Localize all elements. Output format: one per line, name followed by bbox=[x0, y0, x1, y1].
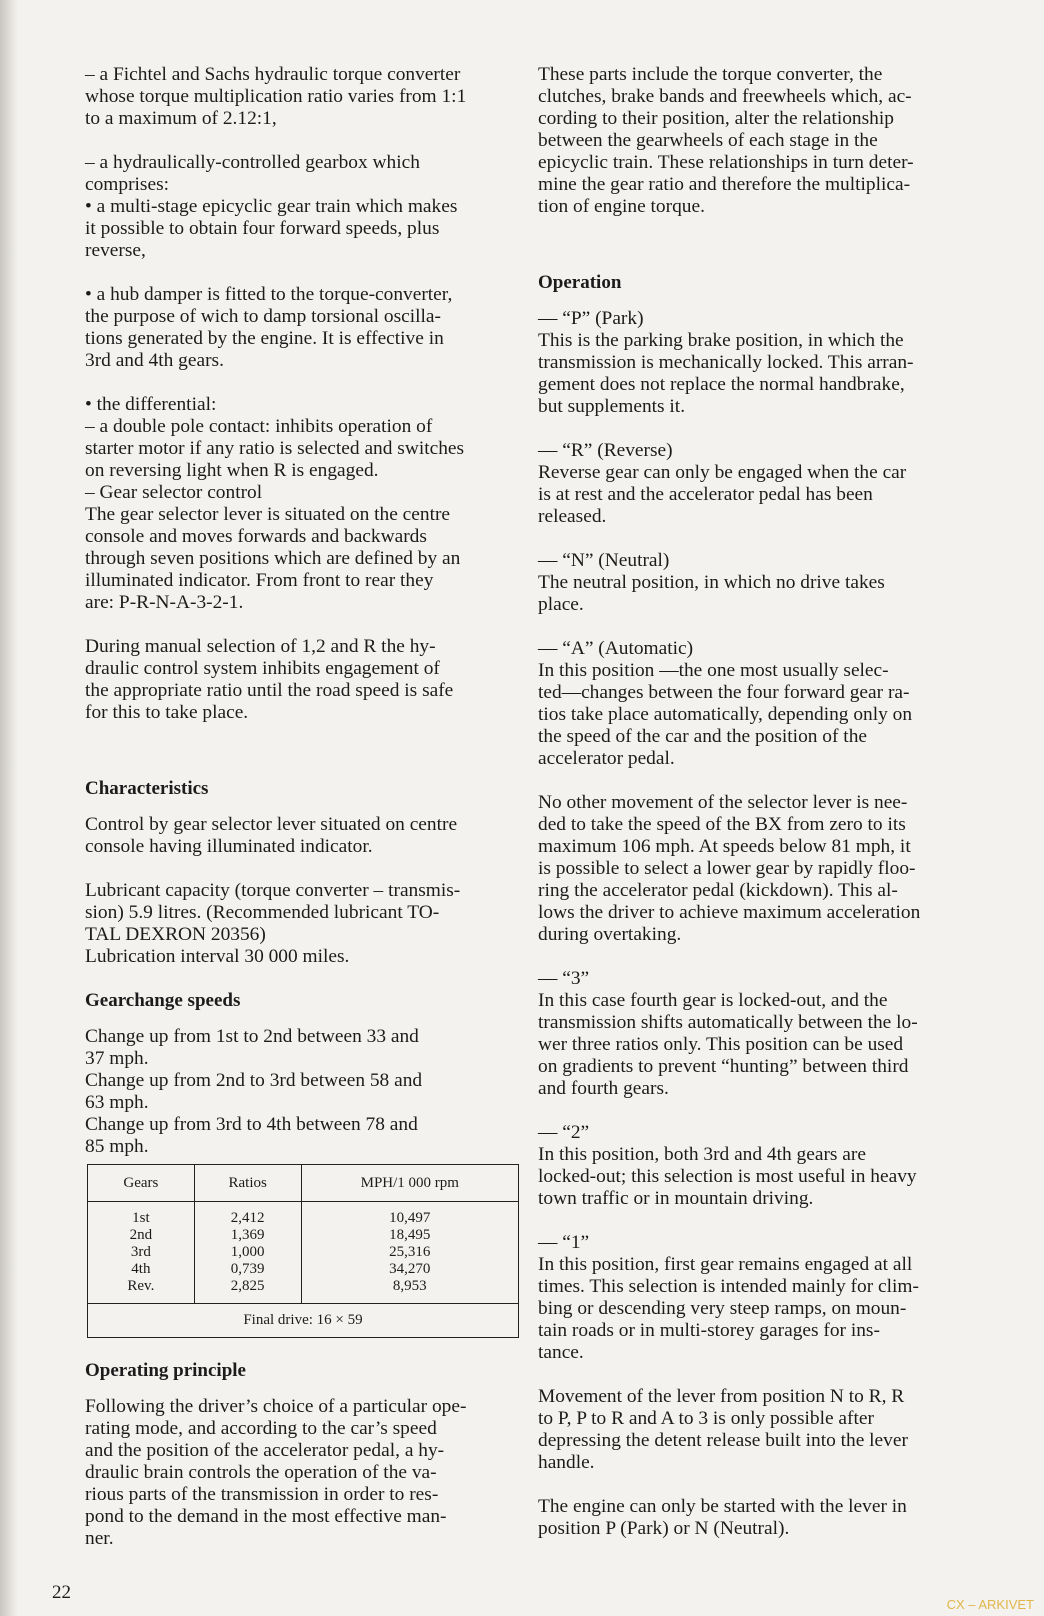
lever-movement-paragraph bbox=[538, 1386, 968, 1474]
text-line: mine the gear ratio and therefore the multiplica- bbox=[538, 174, 911, 195]
text-line: The neutral position, in which no drive takes bbox=[538, 572, 885, 593]
hub-damper-paragraph bbox=[85, 284, 515, 372]
table-body-row bbox=[88, 1202, 519, 1304]
left-column bbox=[85, 64, 515, 1550]
text-line: but supplements it. bbox=[538, 396, 686, 417]
ratios-cell bbox=[194, 1202, 301, 1304]
characteristics-heading: Characteristics bbox=[85, 778, 209, 799]
text-line: — “3” bbox=[538, 968, 590, 989]
text-line: to P, P to R and A to 3 is only possible after bbox=[538, 1408, 874, 1429]
control-paragraph bbox=[85, 814, 515, 858]
position-1-paragraph bbox=[538, 1232, 968, 1364]
watermark: CX – ARKIVET bbox=[946, 1597, 1034, 1612]
text-line: gement does not replace the normal handbrake, bbox=[538, 374, 905, 395]
text-line: 34,270 bbox=[389, 1261, 431, 1277]
engine-start-paragraph bbox=[538, 1496, 968, 1540]
torque-converter-paragraph bbox=[85, 64, 515, 130]
text-line: In this position, both 3rd and 4th gears are bbox=[538, 1144, 866, 1165]
text-line: ner. bbox=[85, 1528, 114, 1549]
table-header-ratios: Ratios bbox=[194, 1165, 301, 1202]
text-line: between the gearwheels of each stage in the bbox=[538, 130, 878, 151]
operating-principle-heading: Operating principle bbox=[85, 1360, 246, 1381]
text-line: tain roads or in multi-storey garages for ins- bbox=[538, 1320, 880, 1341]
text-line: — “1” bbox=[538, 1232, 590, 1253]
text-line: In this position, first gear remains engaged at all bbox=[538, 1254, 913, 1275]
manual-selection-paragraph bbox=[85, 636, 515, 724]
text-line: 85 mph. bbox=[85, 1136, 149, 1157]
park-paragraph bbox=[538, 308, 968, 418]
text-line: cording to their position, alter the relationship bbox=[538, 108, 894, 129]
text-line: – a double pole contact: inhibits operation of bbox=[85, 416, 433, 437]
text-line: TAL DEXRON 20356) bbox=[85, 924, 266, 945]
text-line: 1,369 bbox=[230, 1227, 265, 1243]
table-header-mph: MPH/1 000 rpm bbox=[301, 1165, 518, 1202]
text-line: tios take place automatically, depending only on bbox=[538, 704, 913, 725]
text-line: handle. bbox=[538, 1452, 595, 1473]
text-line: released. bbox=[538, 506, 607, 527]
position-3-paragraph bbox=[538, 968, 968, 1100]
text-line: 18,495 bbox=[389, 1227, 431, 1243]
text-line: 2,412 bbox=[230, 1210, 265, 1226]
text-line: No other movement of the selector lever is nee- bbox=[538, 792, 908, 813]
text-line: In this case fourth gear is locked-out, and the bbox=[538, 990, 888, 1011]
text-line: epicyclic train. These relationships in turn deter- bbox=[538, 152, 914, 173]
mph-cell bbox=[301, 1202, 518, 1304]
text-line: depressing the detent release built into the lever bbox=[538, 1430, 908, 1451]
position-2-paragraph bbox=[538, 1122, 968, 1210]
text-line: town traffic or in mountain driving. bbox=[538, 1188, 814, 1209]
text-line: Control by gear selector lever situated on centre bbox=[85, 814, 458, 835]
text-line: reverse, bbox=[85, 240, 146, 261]
text-line: — “P” (Park) bbox=[538, 308, 644, 329]
text-line: – a hydraulically-controlled gearbox which bbox=[85, 152, 420, 173]
text-line: Change up from 3rd to 4th between 78 and bbox=[85, 1114, 418, 1135]
text-line: — “N” (Neutral) bbox=[538, 550, 670, 571]
text-line: wer three ratios only. This position can be used bbox=[538, 1034, 904, 1055]
text-line: illuminated indicator. From front to rear they bbox=[85, 570, 434, 591]
text-line: ring the accelerator pedal (kickdown). This al- bbox=[538, 880, 898, 901]
text-line: 25,316 bbox=[389, 1244, 431, 1260]
operating-principle-paragraph bbox=[85, 1396, 515, 1550]
text-line: clutches, brake bands and freewheels which, ac- bbox=[538, 86, 912, 107]
text-line: sion) 5.9 litres. (Recommended lubricant TO- bbox=[85, 902, 440, 923]
text-line: bing or descending very steep ramps, on moun- bbox=[538, 1298, 907, 1319]
text-line: 1,000 bbox=[230, 1244, 265, 1260]
text-line: for this to take place. bbox=[85, 702, 249, 723]
text-line: it possible to obtain four forward speeds, plus bbox=[85, 218, 440, 239]
text-line: maximum 106 mph. At speeds below 81 mph, it bbox=[538, 836, 911, 857]
text-line: whose torque multiplication ratio varies from 1:1 bbox=[85, 86, 467, 107]
text-line: position P (Park) or N (Neutral). bbox=[538, 1518, 790, 1539]
gearbox-paragraph bbox=[85, 152, 515, 262]
text-line: – a Fichtel and Sachs hydraulic torque converter bbox=[85, 64, 461, 85]
text-line: the appropriate ratio until the road speed is safe bbox=[85, 680, 454, 701]
lubricant-paragraph bbox=[85, 880, 515, 968]
neutral-paragraph bbox=[538, 550, 968, 616]
text-line: starter motor if any ratio is selected and switches bbox=[85, 438, 465, 459]
text-line: 63 mph. bbox=[85, 1092, 149, 1113]
text-line: on gradients to prevent “hunting” between third bbox=[538, 1056, 909, 1077]
differential-paragraph bbox=[85, 394, 515, 614]
text-line: Following the driver’s choice of a particular ope- bbox=[85, 1396, 467, 1417]
text-line: comprises: bbox=[85, 174, 170, 195]
text-line: 3rd and 4th gears. bbox=[85, 350, 224, 371]
text-line: Movement of the lever from position N to R, R bbox=[538, 1386, 905, 1407]
text-line: ted—changes between the four forward gear ra- bbox=[538, 682, 910, 703]
text-line: 10,497 bbox=[389, 1210, 431, 1226]
text-line: Change up from 2nd to 3rd between 58 and bbox=[85, 1070, 423, 1091]
text-line: rating mode, and according to the car’s speed bbox=[85, 1418, 437, 1439]
text-line: • the differential: bbox=[85, 394, 217, 415]
text-line: pond to the demand in the most effective man- bbox=[85, 1506, 447, 1527]
page-gutter-shadow bbox=[0, 0, 18, 1616]
text-line: – Gear selector control bbox=[85, 482, 263, 503]
text-line: 2,825 bbox=[230, 1278, 265, 1294]
final-drive-cell: Final drive: 16 × 59 bbox=[88, 1304, 519, 1338]
automatic-paragraph bbox=[538, 638, 968, 770]
text-line: Lubrication interval 30 000 miles. bbox=[85, 946, 350, 967]
text-line: • a multi-stage epicyclic gear train which makes bbox=[85, 196, 458, 217]
text-line: The engine can only be started with the lever in bbox=[538, 1496, 907, 1517]
operation-heading: Operation bbox=[538, 272, 622, 293]
text-line: times. This selection is intended mainly for clim- bbox=[538, 1276, 919, 1297]
text-line: tance. bbox=[538, 1342, 584, 1363]
text-line: locked-out; this selection is most useful in heavy bbox=[538, 1166, 917, 1187]
text-line: Reverse gear can only be engaged when the car bbox=[538, 462, 907, 483]
text-line: through seven positions which are defined by an bbox=[85, 548, 461, 569]
table-footer-row bbox=[88, 1304, 519, 1338]
text-line: Change up from 1st to 2nd between 33 and bbox=[85, 1026, 419, 1047]
text-line: are: P-R-N-A-3-2-1. bbox=[85, 592, 244, 613]
text-line: tion of engine torque. bbox=[538, 196, 705, 217]
text-line: 4th bbox=[131, 1261, 151, 1277]
text-line: During manual selection of 1,2 and R the hy- bbox=[85, 636, 436, 657]
text-line: 2nd bbox=[129, 1227, 153, 1243]
text-line: the purpose of wich to damp torsional oscilla- bbox=[85, 306, 441, 327]
text-line: console and moves forwards and backwards bbox=[85, 526, 427, 547]
text-line: 8,953 bbox=[392, 1278, 427, 1294]
text-line: accelerator pedal. bbox=[538, 748, 675, 769]
kickdown-paragraph bbox=[538, 792, 968, 946]
text-line: place. bbox=[538, 594, 584, 615]
text-line: draulic brain controls the operation of the va- bbox=[85, 1462, 437, 1483]
text-line: — “R” (Reverse) bbox=[538, 440, 673, 461]
text-line: — “2” bbox=[538, 1122, 590, 1143]
page-number: 22 bbox=[52, 1582, 71, 1603]
text-line: In this position —the one most usually selec- bbox=[538, 660, 889, 681]
text-line: 37 mph. bbox=[85, 1048, 149, 1069]
text-line: Lubricant capacity (torque converter – transmis- bbox=[85, 880, 461, 901]
text-line: ded to take the speed of the BX from zero to its bbox=[538, 814, 906, 835]
table-header-row bbox=[88, 1165, 519, 1202]
gearchange-speeds-heading: Gearchange speeds bbox=[85, 990, 241, 1011]
text-line: draulic control system inhibits engagement of bbox=[85, 658, 440, 679]
text-line: console having illuminated indicator. bbox=[85, 836, 373, 857]
text-line: — “A” (Automatic) bbox=[538, 638, 694, 659]
text-line: The gear selector lever is situated on the centre bbox=[85, 504, 451, 525]
parts-paragraph bbox=[538, 64, 968, 218]
text-line: and the position of the accelerator pedal, a hy- bbox=[85, 1440, 445, 1461]
gear-ratio-table bbox=[87, 1164, 519, 1338]
right-column bbox=[538, 64, 968, 1540]
text-line: and fourth gears. bbox=[538, 1078, 669, 1099]
text-line: lows the driver to achieve maximum acceleration bbox=[538, 902, 921, 923]
text-line: rious parts of the transmission in order to res- bbox=[85, 1484, 439, 1505]
text-line: 0,739 bbox=[230, 1261, 265, 1277]
text-line: These parts include the torque converter, the bbox=[538, 64, 883, 85]
text-line: on reversing light when R is engaged. bbox=[85, 460, 379, 481]
text-line: • a hub damper is fitted to the torque-converter, bbox=[85, 284, 453, 305]
text-line: the speed of the car and the position of the bbox=[538, 726, 867, 747]
text-line: This is the parking brake position, in which the bbox=[538, 330, 904, 351]
gearchange-speeds-paragraph bbox=[85, 1026, 515, 1158]
text-line: transmission is mechanically locked. This arran- bbox=[538, 352, 914, 373]
table-header-gears: Gears bbox=[88, 1165, 195, 1202]
gears-cell bbox=[88, 1202, 195, 1304]
text-line: tions generated by the engine. It is effective in bbox=[85, 328, 444, 349]
text-line: transmission shifts automatically between the lo- bbox=[538, 1012, 918, 1033]
reverse-paragraph bbox=[538, 440, 968, 528]
text-line: 1st bbox=[132, 1210, 150, 1226]
text-line: during overtaking. bbox=[538, 924, 682, 945]
text-line: Rev. bbox=[127, 1278, 155, 1294]
text-line: to a maximum of 2.12:1, bbox=[85, 108, 277, 129]
text-line: is at rest and the accelerator pedal has been bbox=[538, 484, 873, 505]
text-line: is possible to select a lower gear by rapidly floo- bbox=[538, 858, 916, 879]
text-line: 3rd bbox=[130, 1244, 151, 1260]
